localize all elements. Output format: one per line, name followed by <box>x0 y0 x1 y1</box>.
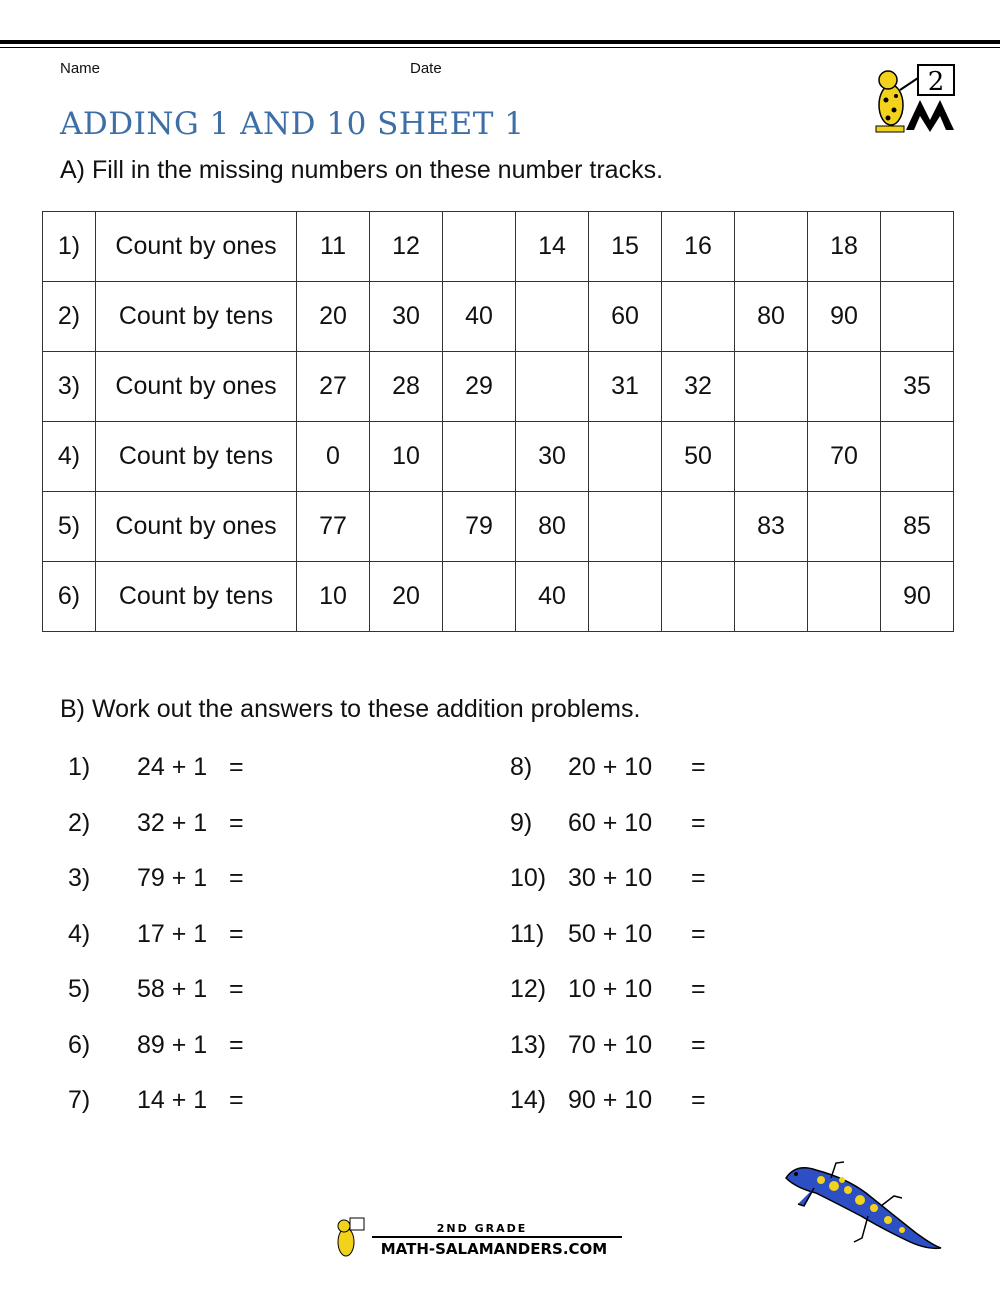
track-row-label: Count by ones <box>96 212 297 282</box>
track-value-cell: 14 <box>516 212 589 282</box>
equals-sign: = <box>229 753 244 781</box>
track-row-label: Count by ones <box>96 492 297 562</box>
problem-expression: 14 + 1 <box>137 1086 208 1114</box>
track-value-cell: 85 <box>881 492 954 562</box>
track-value-cell: 28 <box>370 352 443 422</box>
problem-number: 13) <box>510 1030 547 1059</box>
track-row <box>43 562 954 632</box>
number-track-table <box>42 211 954 632</box>
track-value-cell: 32 <box>662 352 735 422</box>
track-blank-cell[interactable] <box>662 492 735 562</box>
track-value-cell: 10 <box>370 422 443 492</box>
track-value-cell: 29 <box>443 352 516 422</box>
problem-expression: 90 + 10 <box>568 1086 653 1114</box>
track-row-number: 6) <box>43 562 96 632</box>
track-blank-cell[interactable] <box>881 422 954 492</box>
track-blank-cell[interactable] <box>516 352 589 422</box>
track-blank-cell[interactable] <box>881 212 954 282</box>
problem-number: 12) <box>510 975 547 1003</box>
track-blank-cell[interactable] <box>881 282 954 352</box>
logo-badge: 2 <box>927 67 945 97</box>
track-blank-cell[interactable] <box>589 492 662 562</box>
name-label: Name <box>60 60 101 77</box>
track-value-cell: 70 <box>808 422 881 492</box>
equals-sign: = <box>691 975 706 1003</box>
problem-number: 1) <box>68 753 91 781</box>
problem-number: 7) <box>68 1086 91 1114</box>
problem-number: 6) <box>68 1030 91 1059</box>
track-value-cell: 79 <box>443 492 516 562</box>
footer-logo <box>332 1216 624 1262</box>
track-blank-cell[interactable] <box>662 282 735 352</box>
equals-sign: = <box>691 753 706 781</box>
track-value-cell: 30 <box>516 422 589 492</box>
track-value-cell: 60 <box>589 282 662 352</box>
track-row <box>43 282 954 352</box>
problem-expression: 24 + 1 <box>137 753 208 781</box>
salamander-icon <box>776 1158 946 1258</box>
track-value-cell: 12 <box>370 212 443 282</box>
track-blank-cell[interactable] <box>735 562 808 632</box>
problem-number: 3) <box>68 864 91 892</box>
track-blank-cell[interactable] <box>443 212 516 282</box>
track-value-cell: 80 <box>735 282 808 352</box>
track-value-cell: 20 <box>297 282 370 352</box>
equals-sign: = <box>229 864 244 892</box>
problem-expression: 17 + 1 <box>137 919 208 948</box>
track-blank-cell[interactable] <box>589 562 662 632</box>
track-value-cell: 15 <box>589 212 662 282</box>
track-value-cell: 31 <box>589 352 662 422</box>
track-row-number: 1) <box>43 212 96 282</box>
section-b-instruction: B) Work out the answers to these addition problems. <box>60 695 641 723</box>
track-value-cell: 50 <box>662 422 735 492</box>
track-row-number: 5) <box>43 492 96 562</box>
section-a-instruction: A) Fill in the missing numbers on these number tracks. <box>60 156 664 184</box>
track-blank-cell[interactable] <box>808 492 881 562</box>
track-blank-cell[interactable] <box>370 492 443 562</box>
equals-sign: = <box>691 1030 706 1059</box>
track-row <box>43 352 954 422</box>
equals-sign: = <box>229 808 244 837</box>
track-value-cell: 0 <box>297 422 370 492</box>
problem-number: 2) <box>68 808 91 837</box>
page-title: ADDING 1 AND 10 SHEET 1 <box>60 106 525 142</box>
track-row <box>43 492 954 562</box>
problem-number: 5) <box>68 975 91 1003</box>
track-blank-cell[interactable] <box>443 422 516 492</box>
track-value-cell: 77 <box>297 492 370 562</box>
track-row-label: Count by tens <box>96 562 297 632</box>
track-row-label: Count by tens <box>96 282 297 352</box>
track-value-cell: 10 <box>297 562 370 632</box>
equals-sign: = <box>691 864 706 892</box>
problem-expression: 89 + 1 <box>137 1030 208 1059</box>
problem-expression: 30 + 10 <box>568 864 653 892</box>
equals-sign: = <box>691 1086 706 1114</box>
problem-expression: 79 + 1 <box>137 864 208 892</box>
track-value-cell: 27 <box>297 352 370 422</box>
problem-number: 9) <box>510 808 533 837</box>
track-value-cell: 90 <box>881 562 954 632</box>
track-value-cell: 90 <box>808 282 881 352</box>
track-blank-cell[interactable] <box>516 282 589 352</box>
equals-sign: = <box>691 919 706 948</box>
track-value-cell: 35 <box>881 352 954 422</box>
track-blank-cell[interactable] <box>735 352 808 422</box>
track-value-cell: 30 <box>370 282 443 352</box>
track-value-cell: 18 <box>808 212 881 282</box>
problem-number: 4) <box>68 919 91 948</box>
problem-number: 11) <box>510 919 545 948</box>
track-value-cell: 83 <box>735 492 808 562</box>
track-value-cell: 11 <box>297 212 370 282</box>
problem-number: 8) <box>510 753 533 781</box>
track-blank-cell[interactable] <box>735 422 808 492</box>
footer-site: MATH-SALAMANDERS.COM <box>380 1240 608 1258</box>
equals-sign: = <box>691 808 706 837</box>
date-label: Date <box>410 60 442 77</box>
track-value-cell: 40 <box>516 562 589 632</box>
track-row-number: 2) <box>43 282 96 352</box>
track-blank-cell[interactable] <box>443 562 516 632</box>
footer-grade: 2ND GRADE <box>436 1222 528 1235</box>
top-rule-thin <box>0 47 1000 48</box>
problem-expression: 10 + 10 <box>568 975 653 1003</box>
track-value-cell: 80 <box>516 492 589 562</box>
track-row <box>43 422 954 492</box>
track-blank-cell[interactable] <box>589 422 662 492</box>
track-row-number: 3) <box>43 352 96 422</box>
problem-expression: 50 + 10 <box>568 919 653 948</box>
math-salamanders-logo-icon <box>866 60 966 140</box>
track-row-number: 4) <box>43 422 96 492</box>
equals-sign: = <box>229 975 244 1003</box>
problem-number: 14) <box>510 1086 547 1114</box>
track-value-cell: 40 <box>443 282 516 352</box>
top-rule <box>0 40 1000 44</box>
track-value-cell: 16 <box>662 212 735 282</box>
track-blank-cell[interactable] <box>808 352 881 422</box>
problem-expression: 70 + 10 <box>568 1030 653 1059</box>
problem-expression: 58 + 1 <box>137 975 208 1003</box>
equals-sign: = <box>229 1030 244 1059</box>
track-blank-cell[interactable] <box>808 562 881 632</box>
problem-expression: 60 + 10 <box>568 808 653 837</box>
equals-sign: = <box>229 1086 244 1114</box>
track-blank-cell[interactable] <box>662 562 735 632</box>
problem-expression: 20 + 10 <box>568 753 653 781</box>
equals-sign: = <box>229 919 244 948</box>
track-row-label: Count by tens <box>96 422 297 492</box>
track-row-label: Count by ones <box>96 352 297 422</box>
track-value-cell: 20 <box>370 562 443 632</box>
problem-expression: 32 + 1 <box>137 808 208 837</box>
track-row <box>43 212 954 282</box>
problem-number: 10) <box>510 864 547 892</box>
track-blank-cell[interactable] <box>735 212 808 282</box>
